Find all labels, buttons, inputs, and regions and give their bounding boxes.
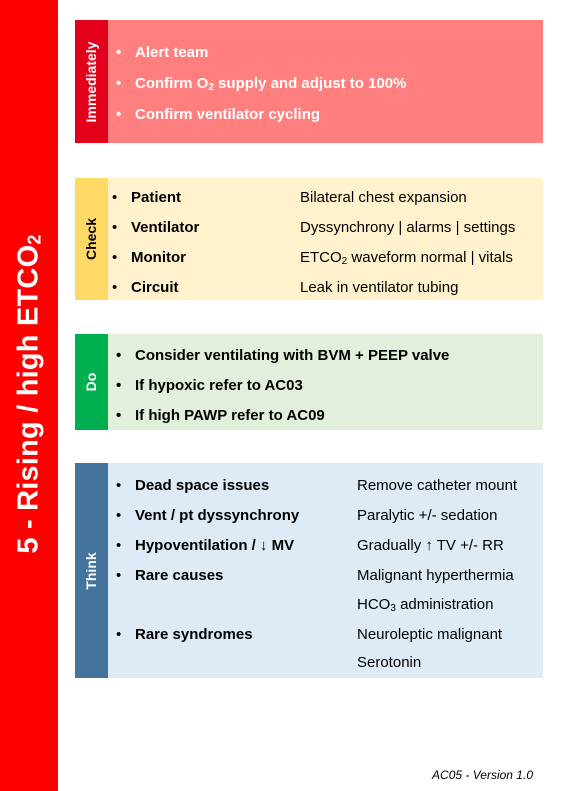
section-label-do: Do [83, 372, 99, 392]
table-row: • Rare causes Malignant hyperthermia [116, 567, 514, 584]
list-item: • Alert team [116, 44, 209, 61]
section-content [108, 178, 543, 300]
table-row: Serotonin [357, 654, 422, 671]
section-content [108, 20, 543, 143]
section-content [108, 463, 543, 678]
section-label-strip [75, 20, 108, 143]
section-label-strip [75, 334, 108, 430]
table-row: • Dead space issues Remove catheter mount [116, 477, 518, 494]
side-title-bar [0, 0, 58, 791]
section-label-immediately: Immediately [83, 41, 99, 122]
section-label-strip [75, 178, 108, 300]
section-think [75, 463, 543, 678]
table-row: • Circuit Leak in ventilator tubing [112, 279, 459, 296]
version-footer: AC05 - Version 1.0 [432, 768, 533, 782]
list-item: • Confirm ventilator cycling [116, 106, 321, 123]
list-item: • If hypoxic refer to AC03 [116, 377, 303, 394]
table-row: • Patient Bilateral chest expansion [112, 189, 467, 206]
table-row: • Monitor $ETCO_2$ waveform normal | vitals [112, 249, 513, 267]
table-row: • Vent / pt dyssynchrony Paralytic +/- sedation [116, 507, 498, 524]
table-row: • Hypoventilation / ↓ MV Gradually ↑ TV +/- RR [116, 537, 504, 554]
list-item: • If high PAWP refer to AC09 [116, 407, 325, 424]
table-row: • Ventilator Dyssynchrony | alarms | settings [112, 219, 516, 236]
section-immediately [75, 20, 543, 143]
page-title: 5 - Rising / high $ETCO_2$ [12, 234, 45, 554]
section-label-strip [75, 463, 108, 678]
list-item: • Confirm $O_2$ supply and adjust to 100% [116, 75, 407, 93]
section-check [75, 178, 543, 300]
table-row: • Rare syndromes Neuroleptic malignant [116, 626, 503, 643]
table-row: $HCO_3$ administration [357, 596, 494, 614]
section-content [108, 334, 543, 430]
section-label-check: Check [83, 217, 99, 261]
list-item: • Consider ventilating with BVM + PEEP valve [116, 347, 450, 364]
section-label-think: Think [83, 551, 99, 590]
section-do [75, 334, 543, 430]
